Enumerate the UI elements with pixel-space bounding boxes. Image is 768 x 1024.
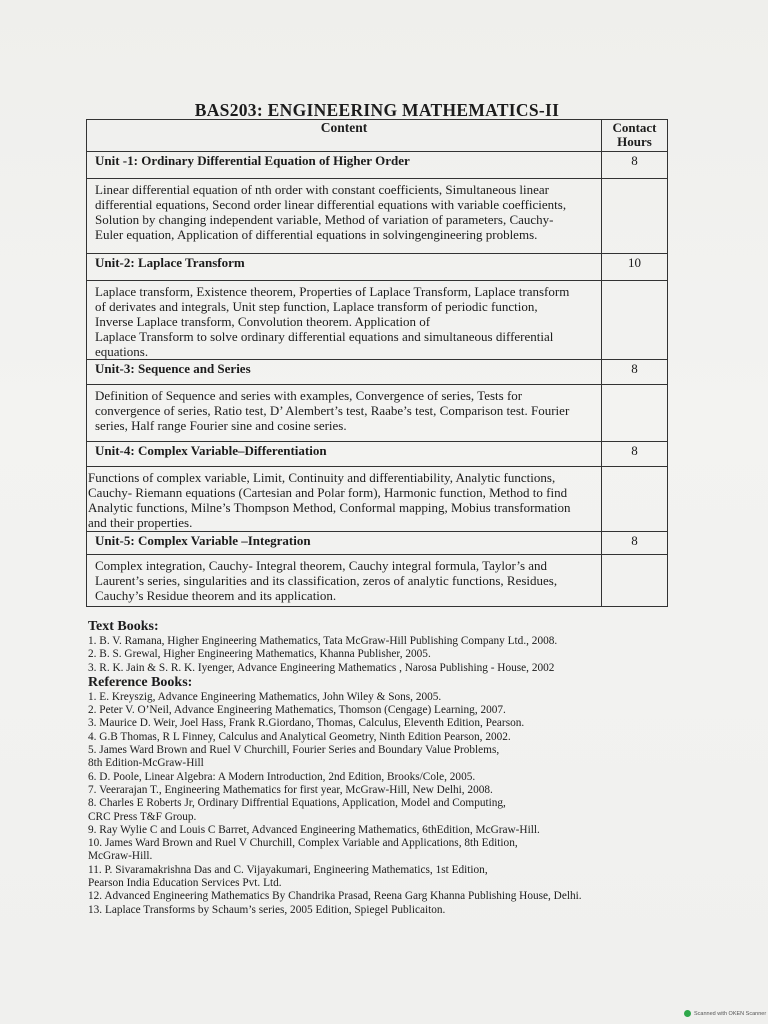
books-section [88, 619, 648, 917]
unit-description [87, 281, 602, 360]
syllabus-table [86, 119, 668, 607]
unit-description-row [87, 555, 668, 607]
list-item: 10. James Ward Brown and Ruel V Churchill, Complex Variable and Applications, 8th Edition, [88, 837, 518, 850]
desc-line: series, Half range Fourier sine and cosine series. [95, 418, 347, 433]
desc-line: Laurent’s series, singularities and its classification, zeros of analytic functions, Residues, [95, 573, 558, 588]
unit-description [87, 555, 602, 607]
list-item: 7. Veerarajan T., Engineering Mathematics for first year, McGraw-Hill, New Delhi, 2008. [88, 783, 493, 796]
desc-line: differential equations, Second order linear differential equations with variable coefficients, [95, 197, 567, 212]
list-item: 3. R. K. Jain & S. R. K. Iyenger, Advance Engineering Mathematics , Narosa Publishing - House, 2002 [88, 661, 555, 674]
header-hours-line-2: Hours [617, 134, 652, 149]
unit-row [87, 360, 668, 385]
unit-description [87, 467, 602, 532]
table-header-row [87, 120, 668, 152]
empty-cell [602, 467, 668, 532]
unit-description-row [87, 179, 668, 254]
unit-row [87, 254, 668, 281]
unit-description-row [87, 467, 668, 532]
unit-description [87, 385, 602, 442]
header-hours-line-1: Contact [612, 120, 657, 135]
list-item: 6. D. Poole, Linear Algebra: A Modern Introduction, 2nd Edition, Brooks/Cole, 2005. [88, 770, 476, 783]
list-item: 13. Laplace Transforms by Schaum’s series, 2005 Edition, Spiegel Publicaiton. [88, 903, 446, 916]
unit-description-row [87, 385, 668, 442]
unit-hours: 8 [602, 442, 668, 467]
list-item: Pearson India Education Services Pvt. Ltd. [88, 877, 282, 890]
page-title: BAS203: ENGINEERING MATHEMATICS-II [194, 100, 560, 120]
desc-line: Definition of Sequence and series with examples, Convergence of series, Tests for [95, 388, 523, 403]
unit-title: Unit-5: Complex Variable –Integration [87, 532, 602, 555]
desc-line: and their properties. [88, 515, 193, 530]
unit-hours: 8 [602, 152, 668, 179]
unit-hours: 8 [602, 532, 668, 555]
unit-title: Unit-2: Laplace Transform [87, 254, 602, 281]
desc-line: Cauchy- Riemann equations (Cartesian and Polar form), Harmonic function, Method to find [88, 485, 568, 500]
reference-books-heading: Reference Books: [88, 674, 193, 690]
text-books-heading: Text Books: [88, 619, 159, 634]
desc-line: Laplace transform, Existence theorem, Properties of Laplace Transform, Laplace transform [95, 284, 570, 299]
unit-title: Unit-3: Sequence and Series [87, 360, 602, 385]
list-item: 5. James Ward Brown and Ruel V Churchill, Fourier Series and Boundary Value Problems, [88, 744, 500, 757]
unit-row [87, 442, 668, 467]
empty-cell [602, 179, 668, 254]
unit-row [87, 152, 668, 179]
empty-cell [602, 555, 668, 607]
desc-line: Analytic functions, Milne’s Thompson Method, Conformal mapping, Mobius transformation [88, 500, 571, 515]
empty-cell [602, 281, 668, 360]
list-item: 9. Ray Wylie C and Louis C Barret, Advanced Engineering Mathematics, 6thEdition, McGraw-Hill. [88, 823, 540, 836]
desc-line: Inverse Laplace transform, Convolution theorem. Application of [95, 314, 431, 329]
desc-line: Linear differential equation of nth order with constant coefficients, Simultaneous linear [95, 182, 550, 197]
header-content: Content [87, 120, 602, 152]
empty-cell [602, 385, 668, 442]
desc-line: Complex integration, Cauchy- Integral theorem, Cauchy integral formula, Taylor’s and [95, 558, 548, 573]
list-item: McGraw-Hill. [88, 850, 153, 863]
unit-title: Unit-4: Complex Variable–Differentiation [87, 442, 602, 467]
scanner-label: Scanned with OKEN Scanner [694, 1010, 767, 1017]
scanner-logo-icon [684, 1010, 691, 1017]
list-item: 3. Maurice D. Weir, Joel Hass, Frank R.Giordano, Thomas, Calculus, Eleventh Edition, Pearson. [88, 717, 525, 730]
list-item: 1. B. V. Ramana, Higher Engineering Mathematics, Tata McGraw-Hill Publishing Company Ltd., 2008. [88, 635, 558, 647]
desc-line: of derivates and integrals, Unit step function, Laplace transform of periodic function, [95, 299, 538, 314]
desc-line: Cauchy’s Residue theorem and its application. [95, 588, 337, 603]
desc-line: convergence of series, Ratio test, D’ Alembert’s test, Raabe’s test, Comparison test. Fourier [95, 403, 570, 418]
list-item: 2. B. S. Grewal, Higher Engineering Mathematics, Khanna Publisher, 2005. [88, 648, 431, 661]
desc-line: Euler equation, Application of differential equations in solvingengineering problems. [95, 227, 538, 242]
list-item: 4. G.B Thomas, R L Finney, Calculus and Analytical Geometry, Ninth Edition Pearson, 2002. [88, 730, 511, 743]
unit-description [87, 179, 602, 254]
list-item: CRC Press T&F Group. [88, 810, 197, 823]
desc-line: equations. [95, 344, 149, 359]
list-item: 8th Edition-McGraw-Hill [88, 757, 204, 770]
desc-line: Laplace Transform to solve ordinary differential equations and simultaneous differential [95, 329, 554, 344]
desc-line: Solution by changing independent variable, Method of variation of parameters, Cauchy- [95, 212, 554, 227]
unit-row [87, 532, 668, 555]
unit-hours: 8 [602, 360, 668, 385]
scanner-watermark [684, 1010, 766, 1017]
desc-line: Functions of complex variable, Limit, Continuity and differentiability, Analytic functions, [88, 470, 556, 485]
list-item: 8. Charles E Roberts Jr, Ordinary Diffrential Equations, Application, Model and Computing, [88, 797, 506, 810]
list-item: 12. Advanced Engineering Mathematics By Chandrika Prasad, Reena Garg Khanna Publishing House, Delhi. [88, 890, 582, 903]
list-item: 1. E. Kreyszig, Advance Engineering Mathematics, John Wiley & Sons, 2005. [88, 690, 442, 703]
unit-title: Unit -1: Ordinary Differential Equation of Higher Order [87, 152, 602, 179]
unit-description-row [87, 281, 668, 360]
list-item: 11. P. Sivaramakrishna Das and C. Vijayakumari, Engineering Mathematics, 1st Edition, [88, 863, 488, 876]
header-contact-hours [602, 120, 668, 152]
unit-hours: 10 [602, 254, 668, 281]
list-item: 2. Peter V. O’Neil, Advance Engineering Mathematics, Thomson (Cengage) Learning, 2007. [88, 704, 506, 717]
